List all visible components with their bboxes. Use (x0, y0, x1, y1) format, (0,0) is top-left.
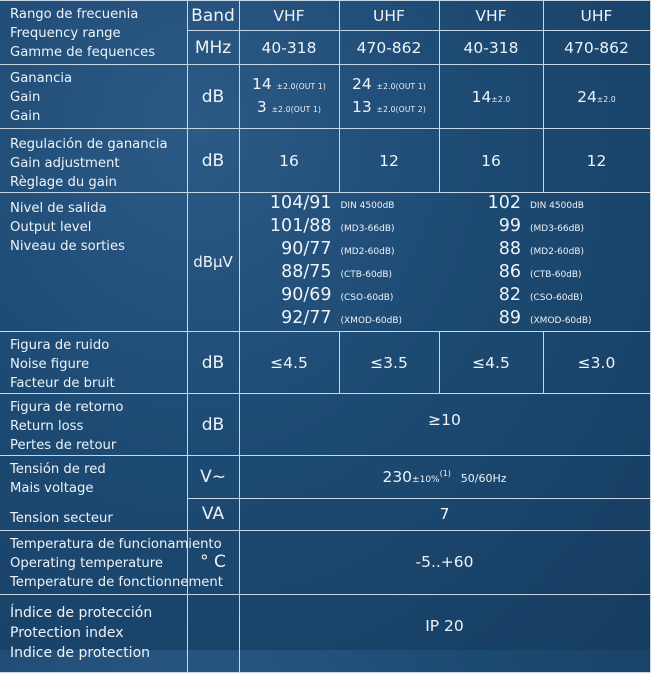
return-loss-label (0, 394, 187, 456)
output-value: 90/69 (281, 285, 332, 305)
band-unit-cell: Band (187, 1, 239, 31)
gain-value: 14 (251, 74, 272, 93)
output-line (264, 285, 440, 308)
gain-vhf-2 (439, 65, 543, 129)
gain-note: ±2.0(OUT 2) (376, 104, 427, 114)
label-line: Tension secteur (10, 510, 113, 526)
label-line: Gain (10, 109, 41, 124)
output-line (455, 285, 650, 308)
return-loss-row (0, 394, 650, 456)
gain-adjustment-label (0, 129, 187, 193)
mains-voltage-row (0, 456, 650, 499)
output-note: (XMOD-60dB) (340, 316, 403, 326)
output-value: 89 (498, 308, 521, 328)
range-uhf-1: 470-862 (339, 31, 439, 65)
gain-note: ±2.0(OUT 1) (271, 104, 322, 114)
gain-value: 24 (577, 87, 597, 106)
label-line: Temperatura de funcionamiento (10, 536, 222, 552)
gain-note: ±2.0 (596, 94, 616, 104)
temperature-value: -5..+60 (239, 530, 650, 594)
gain-value: 14 (471, 87, 492, 106)
label-line: Noise figure (10, 357, 90, 372)
label-line: Niveau de sorties (10, 239, 125, 254)
gain-adjustment-unit: dB (187, 129, 239, 193)
gain-line (340, 74, 439, 97)
label-line: Operating temperature (10, 555, 164, 571)
power-unit: VA (187, 498, 239, 530)
band-row (0, 1, 650, 31)
output-line (264, 239, 440, 262)
output-value: 82 (498, 285, 521, 305)
label-line: Índice de protección (10, 604, 153, 621)
output-value: 101/88 (269, 216, 332, 236)
label-line: Indice de protection (10, 644, 151, 661)
range-vhf-2: 40-318 (439, 31, 543, 65)
return-loss-unit: dB (187, 394, 239, 456)
protection-value: IP 20 (239, 594, 650, 672)
label-line: Ganancia (10, 71, 73, 86)
label-line: Output level (10, 220, 92, 235)
gain-note: ±2.0 (491, 94, 511, 104)
output-line (455, 262, 650, 285)
label-line: Regulación de ganancia (10, 137, 168, 152)
output-line (455, 216, 650, 239)
output-line (455, 193, 650, 216)
output-line (264, 308, 440, 331)
frequency-range-label (0, 1, 187, 65)
gain-line (240, 74, 339, 97)
output-value: 86 (498, 262, 521, 282)
gain-unit: dB (187, 65, 239, 129)
output-line (264, 193, 440, 216)
label-line: Frequency range (10, 26, 121, 41)
gain-line (340, 97, 439, 120)
noise-figure-label (0, 332, 187, 394)
gain-adjustment-row (0, 129, 650, 193)
output-line (455, 308, 650, 331)
label-line: Pertes de retour (10, 438, 117, 453)
range-uhf-2: 470-862 (543, 31, 650, 65)
protection-label (0, 594, 187, 672)
noise-figure-value: ≤4.5 (239, 332, 339, 394)
mains-voltage-value-cell (239, 456, 650, 499)
mains-voltage-unit: V~ (187, 456, 239, 499)
output-level-row (0, 193, 650, 332)
band-uhf-1: UHF (339, 1, 439, 31)
mains-voltage-label (0, 456, 187, 499)
output-value: 99 (498, 216, 521, 236)
mains-voltage-value: 230 (382, 467, 413, 486)
label-line: Return loss (10, 419, 84, 434)
label-line: Mais voltage (10, 481, 94, 496)
mains-voltage-frequency: 50/60Hz (460, 471, 507, 485)
label-line: Gain (10, 90, 41, 105)
gain-vhf-1 (239, 65, 339, 129)
output-value: 88/75 (281, 262, 332, 282)
gain-adjustment-value: 16 (239, 129, 339, 193)
output-value: 92/77 (281, 308, 332, 328)
range-vhf-1: 40-318 (239, 31, 339, 65)
mains-voltage-tolerance: ±10% (412, 474, 440, 485)
output-value: 102 (487, 193, 521, 213)
gain-line (240, 97, 339, 120)
output-line (264, 262, 440, 285)
mains-voltage-footnote: (1) (439, 468, 451, 478)
output-level-label (0, 193, 187, 332)
return-loss-value: ≥10 (239, 394, 650, 456)
label-line: Figura de retorno (10, 400, 124, 415)
label-line: Gain adjustment (10, 156, 120, 171)
label-line: Facteur de bruit (10, 376, 115, 391)
noise-figure-value: ≤3.5 (339, 332, 439, 394)
output-note: (MD2-60dB) (340, 247, 395, 257)
protection-unit (187, 594, 239, 672)
range-unit-cell: MHz (187, 31, 239, 65)
temperature-row (0, 530, 650, 594)
noise-figure-unit: dB (187, 332, 239, 394)
output-note: DIN 4500dB (340, 201, 395, 211)
gain-value: 3 (256, 97, 267, 116)
band-vhf-2: VHF (439, 1, 543, 31)
band-vhf-1: VHF (239, 1, 339, 31)
output-note: (CTB-60dB) (340, 270, 393, 280)
noise-figure-value: ≤4.5 (439, 332, 543, 394)
temperature-label (0, 530, 223, 594)
label-line: Protection index (10, 624, 124, 641)
output-note: DIN 4500dB (530, 201, 584, 211)
noise-figure-value: ≤3.0 (543, 332, 650, 394)
power-row (0, 498, 650, 530)
output-level-left (239, 193, 439, 332)
output-value: 90/77 (281, 239, 332, 259)
gain-label (0, 65, 187, 129)
power-value: 7 (239, 498, 650, 530)
noise-figure-row (0, 332, 650, 394)
label-line: Nivel de salida (10, 201, 107, 216)
gain-value: 24 (351, 74, 372, 93)
output-note: (MD2-60dB) (530, 247, 585, 257)
output-note: (XMOD-60dB) (530, 316, 592, 326)
gain-uhf-1 (339, 65, 439, 129)
output-note: (CTB-60dB) (530, 270, 582, 280)
output-note: (MD3-66dB) (340, 224, 395, 234)
label-line: Gamme de fequences (10, 45, 156, 60)
output-note: (MD3-66dB) (530, 224, 585, 234)
gain-uhf-2 (543, 65, 650, 129)
output-value: 104/91 (269, 193, 332, 213)
gain-row (0, 65, 650, 129)
output-note: (CSO-60dB) (340, 293, 394, 303)
label-line: Rango de frecuenia (10, 7, 139, 22)
gain-note: ±2.0(OUT 1) (376, 81, 427, 91)
gain-adjustment-value: 12 (543, 129, 650, 193)
output-line (264, 216, 440, 239)
output-line (455, 239, 650, 262)
protection-row (0, 594, 650, 672)
label-line: Tensión de red (10, 462, 106, 477)
label-line: Figura de ruido (10, 338, 110, 353)
label-line: Temperature de fonctionnement (10, 574, 223, 590)
gain-note: ±2.0(OUT 1) (276, 81, 327, 91)
gain-value: 13 (351, 97, 372, 116)
power-label (0, 498, 187, 530)
label-line: Règlage du gain (10, 175, 117, 190)
output-note: (CSO-60dB) (530, 293, 583, 303)
output-level-unit: dBµV (187, 193, 239, 332)
gain-adjustment-value: 12 (339, 129, 439, 193)
band-uhf-2: UHF (543, 1, 650, 31)
temperature-unit: ° C (187, 530, 239, 594)
output-level-right (439, 193, 650, 332)
gain-adjustment-value: 16 (439, 129, 543, 193)
output-value: 88 (498, 239, 521, 259)
